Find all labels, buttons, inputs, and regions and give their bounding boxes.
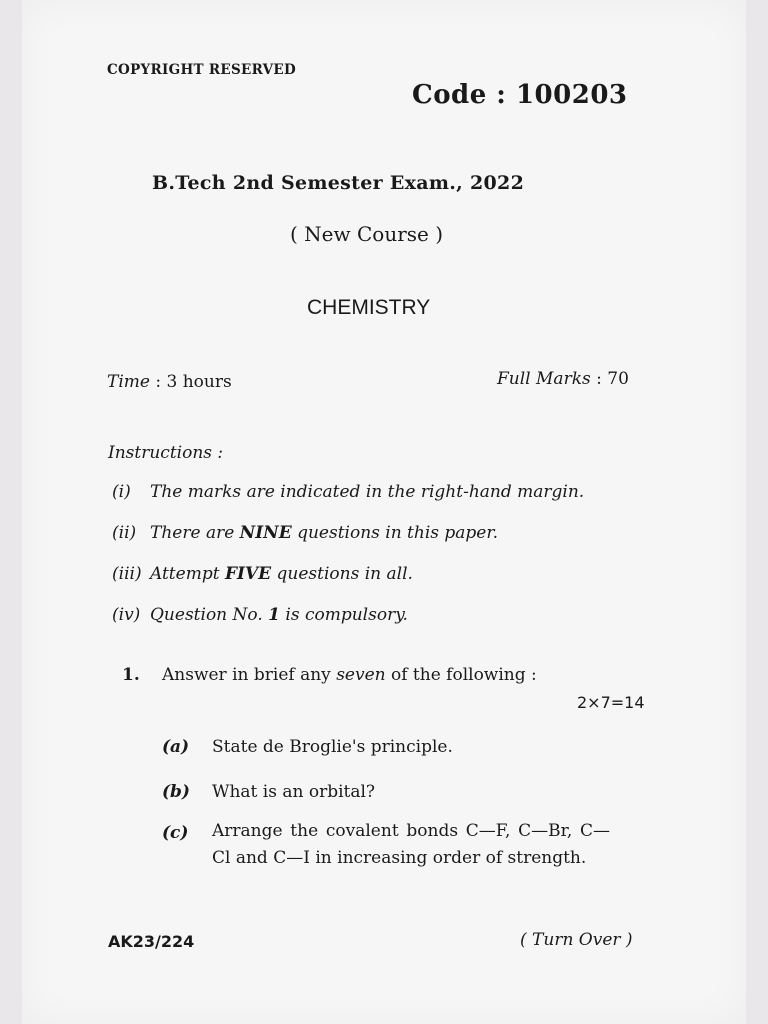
instruction-text: The marks are indicated in the right-hand margin. <box>150 482 585 502</box>
question-text: Answer in brief any <box>162 665 337 685</box>
subject-title: CHEMISTRY <box>307 296 431 319</box>
sub-question-text: State de Broglie's principle. <box>212 737 453 757</box>
sub-question-letter: (a) <box>162 737 190 757</box>
full-marks-info <box>497 369 629 389</box>
sub-question-label <box>162 737 212 757</box>
question-1-marks: 2×7=14 <box>577 693 645 712</box>
instruction-item <box>112 523 498 543</box>
instruction-item <box>112 564 413 584</box>
question-1-prompt <box>122 665 537 685</box>
full-marks-value: : 70 <box>596 369 629 389</box>
question-number: 1. <box>122 665 140 685</box>
sub-question-label <box>162 823 212 843</box>
time-info <box>107 372 232 392</box>
instruction-emphasis: 1 <box>268 605 280 625</box>
copyright-notice: COPYRIGHT RESERVED <box>107 62 297 78</box>
instruction-text: questions in this paper. <box>291 523 499 543</box>
instruction-number: (iii) <box>112 564 142 584</box>
instruction-text: questions in all. <box>271 564 413 584</box>
instruction-text: Attempt <box>150 564 225 584</box>
instruction-text: Question No. <box>150 605 269 625</box>
instruction-number: (i) <box>112 482 131 502</box>
question-emphasis: seven <box>336 665 386 685</box>
sub-question-letter: (c) <box>162 823 189 843</box>
sub-question-label <box>162 782 212 802</box>
instruction-number: (iv) <box>112 605 141 625</box>
footer-paper-code: AK23/224 <box>108 932 195 951</box>
sub-question-text: Arrange the covalent bonds C—F, C—Br, C—Cl and C—I in increasing order of strength. <box>212 821 610 868</box>
exam-page <box>22 0 746 1024</box>
instruction-emphasis: FIVE <box>224 564 272 584</box>
instruction-item <box>112 605 408 625</box>
instruction-item <box>112 482 584 502</box>
paper-code-heading: Code : 100203 <box>412 80 628 110</box>
turn-over-note: ( Turn Over ) <box>520 930 633 950</box>
full-marks-label: Full Marks <box>497 369 591 389</box>
instruction-emphasis: NINE <box>239 523 292 543</box>
time-label: Time <box>107 372 150 392</box>
instruction-number: (ii) <box>112 523 137 543</box>
time-value: : 3 hours <box>155 372 232 392</box>
course-label: ( New Course ) <box>290 222 444 246</box>
exam-title: B.Tech 2nd Semester Exam., 2022 <box>152 172 525 194</box>
instruction-text: is compulsory. <box>280 605 408 625</box>
sub-question-text: What is an orbital? <box>212 782 376 802</box>
instructions-heading: Instructions : <box>108 443 224 463</box>
instruction-text: There are <box>150 523 240 543</box>
sub-question-letter: (b) <box>162 782 190 802</box>
question-text: of the following : <box>385 665 537 685</box>
